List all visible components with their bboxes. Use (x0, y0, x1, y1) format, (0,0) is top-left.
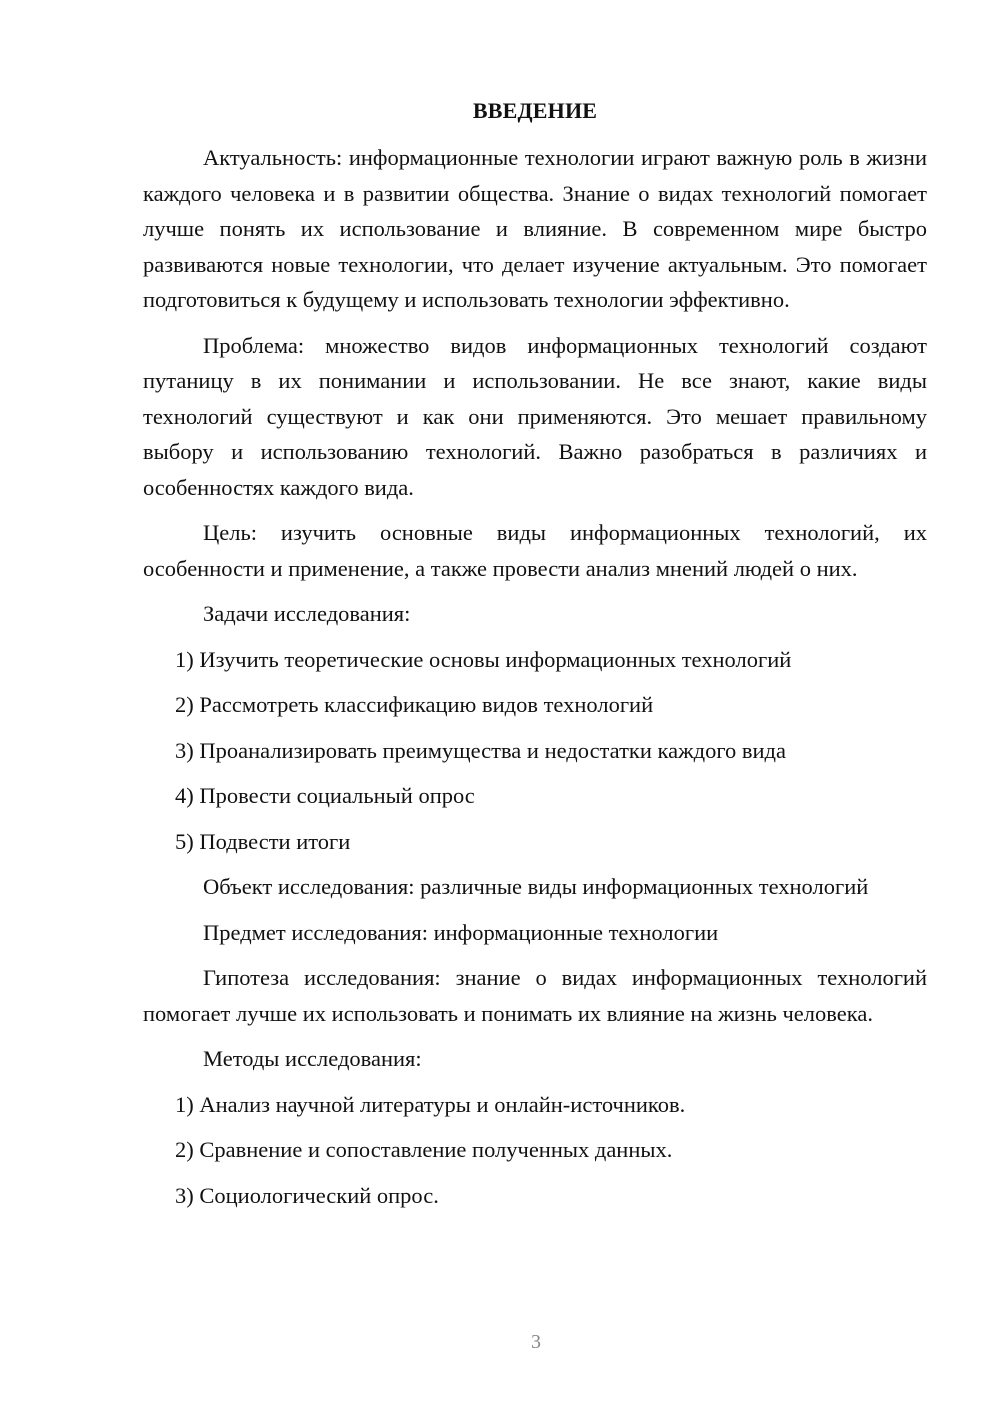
relevance-paragraph: Актуальность: информационные технологии играют важную роль в жизни каждого человека и в развитии общества. Знание о видах технологий помогает лучше понять их использование и влияние. В современном мире быстро развиваются новые технологии, что делает изучение актуальным. Это помогает подготовиться к будущему и использовать технологии эффективно. (143, 145, 927, 312)
tasks-list (143, 642, 927, 860)
object-paragraph: Объект исследования: различные виды информационных технологий (203, 874, 869, 899)
goal-paragraph: Цель: изучить основные виды информационных технологий, их особенности и применение, а также провести анализ мнений людей о них. (143, 520, 927, 581)
task-item: 5) Подвести итоги (175, 828, 351, 854)
page-number: 3 (531, 1331, 541, 1353)
task-item: 3) Проанализировать преимущества и недостатки каждого вида (175, 737, 786, 763)
task-item: 2) Рассмотреть классификацию видов технологий (175, 692, 654, 717)
task-item: 4) Провести социальный опрос (175, 783, 475, 808)
task-item: 1) Изучить теоретические основы информационных технологий (175, 646, 792, 672)
method-item: 2) Сравнение и сопоставление полученных данных. (175, 1137, 673, 1162)
methods-list (143, 1087, 927, 1214)
tasks-label: Задачи исследования: (203, 601, 411, 626)
problem-paragraph: Проблема: множество видов информационных технологий создают путаницу в их понимании и использовании. Не все знают, какие виды технологий существуют и как они применяются. Это мешает правильному выбору и использованию технологий. Важно разобраться в различиях и особенностях каждого вида. (143, 332, 927, 500)
subject-paragraph: Предмет исследования: информационные технологии (203, 919, 719, 945)
page-title: ВВЕДЕНИЕ (472, 98, 598, 123)
method-item: 1) Анализ научной литературы и онлайн-источников. (175, 1091, 686, 1117)
methods-label: Методы исследования: (203, 1046, 422, 1071)
method-item: 3) Социологический опрос. (175, 1182, 439, 1208)
hypothesis-paragraph: Гипотеза исследования: знание о видах информационных технологий помогает лучше их использовать и понимать их влияние на жизнь человека. (143, 965, 927, 1026)
document-page (143, 93, 927, 1223)
